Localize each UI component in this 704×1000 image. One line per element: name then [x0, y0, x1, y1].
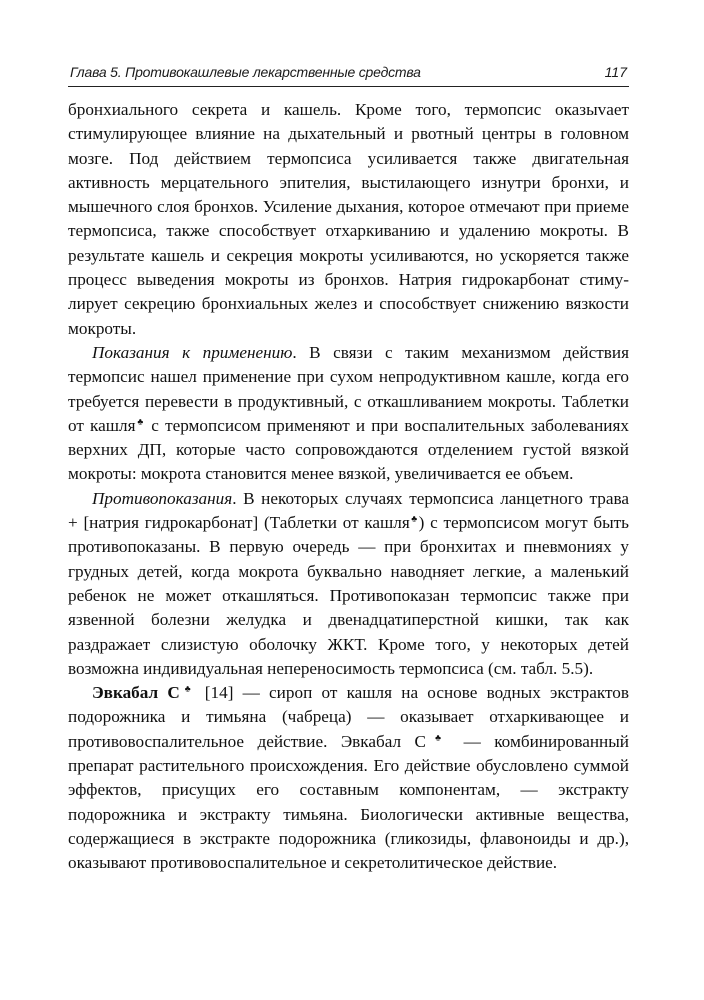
- trademark-mark: ♣: [135, 416, 146, 427]
- indications-text-a: . В связи с таким механизмом действия термопсис нашел применение при сухом непродуктивном кашле, когда его требуется перевести в продуктивный, с откашливанием мокроты. Таблетки от кашля: [68, 342, 629, 435]
- trademark-mark: ♣: [426, 731, 451, 742]
- paragraph-eucabal: [68, 681, 629, 875]
- contraindications-text-a: . В некоторых случаях термопсиса ланцетного трава + [натрия гидрокарбонат] (Таблетки от кашля: [68, 488, 629, 533]
- chapter-title: Глава 5. Противокашлевые лекарственные средства: [70, 64, 421, 80]
- contraindications-heading: Противопоказания: [92, 488, 233, 508]
- trademark-mark: ♣: [409, 513, 419, 524]
- drug-name-eucabal: Эвкабал С: [92, 683, 180, 703]
- indications-heading: Показания к применению: [92, 342, 293, 362]
- paragraph-indications: [68, 341, 629, 487]
- paragraph-1: бронхиального секрета и кашель. Кроме того, термопсис оказыvает стимулирующее влияние на дыхательный и рвотный центры в головном мозге. Под действием термопсиса усиливается также двигательная активность мерцательного эпителия, выстилающего изнутри бронхи, и мышечного слоя бронхов. Усиление дыхания, которое отмечают при приеме термопсиса, также способствует отхаркиванию и удалению мокроты. В результате кашель и секреция мокроты усиливаются, но ускоряется также процесс выведения мокроты из бронхов. Натрия гидрокарбонат стимулирует секрецию бронхиальных желез и способствует снижению вязкости мокроты.: [68, 100, 629, 338]
- trademark-mark: ♣: [179, 683, 196, 694]
- eucabal-text-a: [14] — сироп от кашля на основе водных экстрактов подорожника и тимьяна (чабреца) — оказывает отхаркивающее и противовоспалительное действие. Эвкабал С: [68, 683, 629, 751]
- eucabal-text-b: — комбинированный препарат растительного происхождения. Его действие обусловлено суммой эффектов, присущих его составным компонентам, — экстракту подорожника и экстракту тимьяна. Биологически активные вещества, содержащиеся в экстракте подорожника (гликозиды, флавоноиды и др.), оказывают противовоспалительное и секретолитическое действие.: [68, 731, 630, 873]
- body-text: [68, 98, 629, 876]
- running-header: [68, 58, 629, 87]
- paragraph-contraindications: [68, 487, 629, 681]
- indications-text-b: с термопсисом применяют и при воспалительных заболеваниях верхних ДП, которые часто сопровождаются отделением густой вязкой мокроты: мокрота становится менее вязкой, увеличивается ее объем.: [68, 415, 629, 484]
- contraindications-text-b: ) с термопсисом могут быть противопоказаны. В первую очередь — при бронхитах и пневмониях у грудных детей, когда мокрота буквально наводняет легкие, а маленький ребенок не может откашляться. Противопоказан термопсис также при язвенной болезни желудка и двенадцатиперстной кишки, так как раздражает слизистую оболочку ЖКТ. Кроме того, у некоторых детей возможна индивидуальная непереносимость термопсиса (см. табл. 5.5).: [68, 513, 630, 678]
- page-number: 117: [604, 64, 627, 80]
